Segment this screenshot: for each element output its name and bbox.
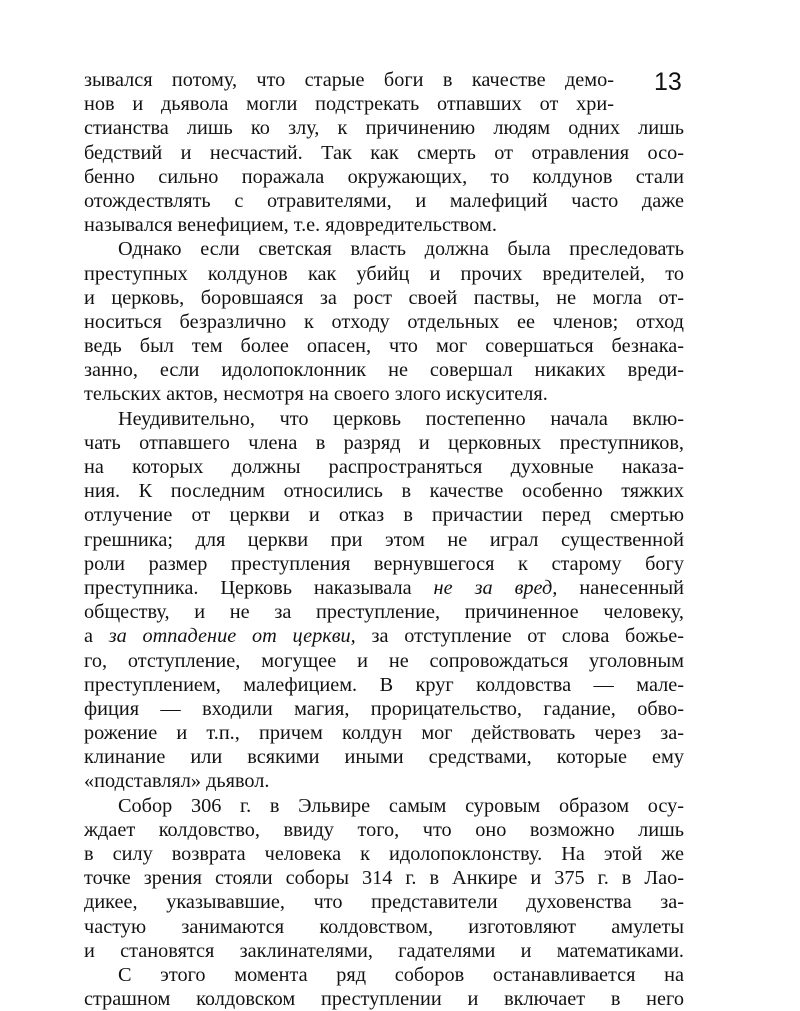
text-segment: за отступление от слова божье- <box>355 625 685 648</box>
italic-emphasis: за отпадение от церкви, <box>108 625 356 648</box>
page-number: 13 <box>654 68 682 96</box>
text-line: нов и дьявола могли подстрекать отпавших от хри- <box>84 93 614 116</box>
text-line: страшном колдовском преступлении и включает в него <box>84 988 684 1011</box>
text-line: обществу, и не за преступление, причиненное человеку, <box>84 601 684 624</box>
text-segment: преступника. Церковь наказывала <box>84 576 434 599</box>
text-line: точке зрения стояли соборы 314 г. в Анкире и 375 г. в Лао- <box>84 867 684 890</box>
text-line: фиция — входили магия, прорицательство, гадание, обво- <box>84 697 684 720</box>
text-line: С этого момента ряд соборов останавливается на <box>118 963 684 986</box>
text-line: тельских актов, несмотря на своего злого искусителя. <box>84 383 548 406</box>
text-line: роли размер преступления вернувшегося к старому богу <box>84 552 684 575</box>
text-line: Однако если светская власть должна была преследовать <box>118 238 684 261</box>
text-line: носиться безразлично к отходу отдельных ее членов; отход <box>84 310 684 333</box>
text-line: дикее, указывавшие, что представители духовенства за- <box>84 891 684 914</box>
text-line: частую занимаются колдовством, изготовляют амулеты <box>84 915 684 938</box>
text-line: занно, если идолопоклонник не совершал никаких вреди- <box>84 359 684 382</box>
italic-emphasis: не за вред, <box>433 576 558 599</box>
text-line: стианства лишь ко злу, к причинению людям одних лишь <box>84 117 684 140</box>
text-line: ждает колдовство, ввиду того, что оно возможно лишь <box>84 818 684 841</box>
text-line: отлучение от церкви и отказ в причастии перед смертью <box>84 504 684 527</box>
text-line: ведь был тем более опасен, что мог совершаться безнака- <box>84 335 684 358</box>
body-text <box>84 68 684 1011</box>
text-line: и становятся заклинателями, гадателями и математиками. <box>84 939 684 962</box>
text-line: зывался потому, что старые боги в качестве демо- <box>84 69 614 91</box>
text-line: на которых должны распространяться духовные наказа- <box>84 456 684 478</box>
text-line: бенно сильно поражала окружающих, то колдунов стали <box>84 165 684 188</box>
text-line: преступных колдунов как убийц и прочих вредителей, то <box>84 262 684 285</box>
text-line: бедствий и несчастий. Так как смерть от отравления осо- <box>84 141 684 164</box>
text-line: в силу возврата человека к идолопоклонству. На этой же <box>84 843 684 865</box>
text-line: Неудивительно, что церковь постепенно начала вклю- <box>118 407 684 430</box>
text-line: «подставлял» дьявол. <box>84 770 270 793</box>
text-line: ния. К последним относились в качестве особенно тяжких <box>84 480 684 503</box>
text-line <box>84 624 684 648</box>
text-line: назывался венефицием, т.е. ядовредительством. <box>84 214 497 237</box>
text-line: го, отступление, могущее и не сопровождаться уголовным <box>84 649 684 672</box>
text-line: преступлением, малефицием. В круг колдовства — мале- <box>84 673 684 696</box>
text-line: отождествлять с отравителями, и малефиций часто даже <box>84 189 684 212</box>
text-line: грешника; для церкви при этом не играл существенной <box>84 528 684 551</box>
text-line: клинание или всякими иными средствами, которые ему <box>84 746 684 769</box>
text-line: и церковь, боровшаяся за рост своей паствы, не могла от- <box>84 286 684 309</box>
text-segment: нанесенный <box>557 576 684 599</box>
text-line: чать отпавшего члена в разряд и церковных преступников, <box>84 431 684 454</box>
text-segment: а <box>84 625 109 648</box>
text-line: Собор 306 г. в Эльвире самым суровым образом осу- <box>118 794 684 817</box>
text-line <box>84 576 684 600</box>
text-line: рожение и т.п., причем колдун мог действовать через за- <box>84 722 684 745</box>
